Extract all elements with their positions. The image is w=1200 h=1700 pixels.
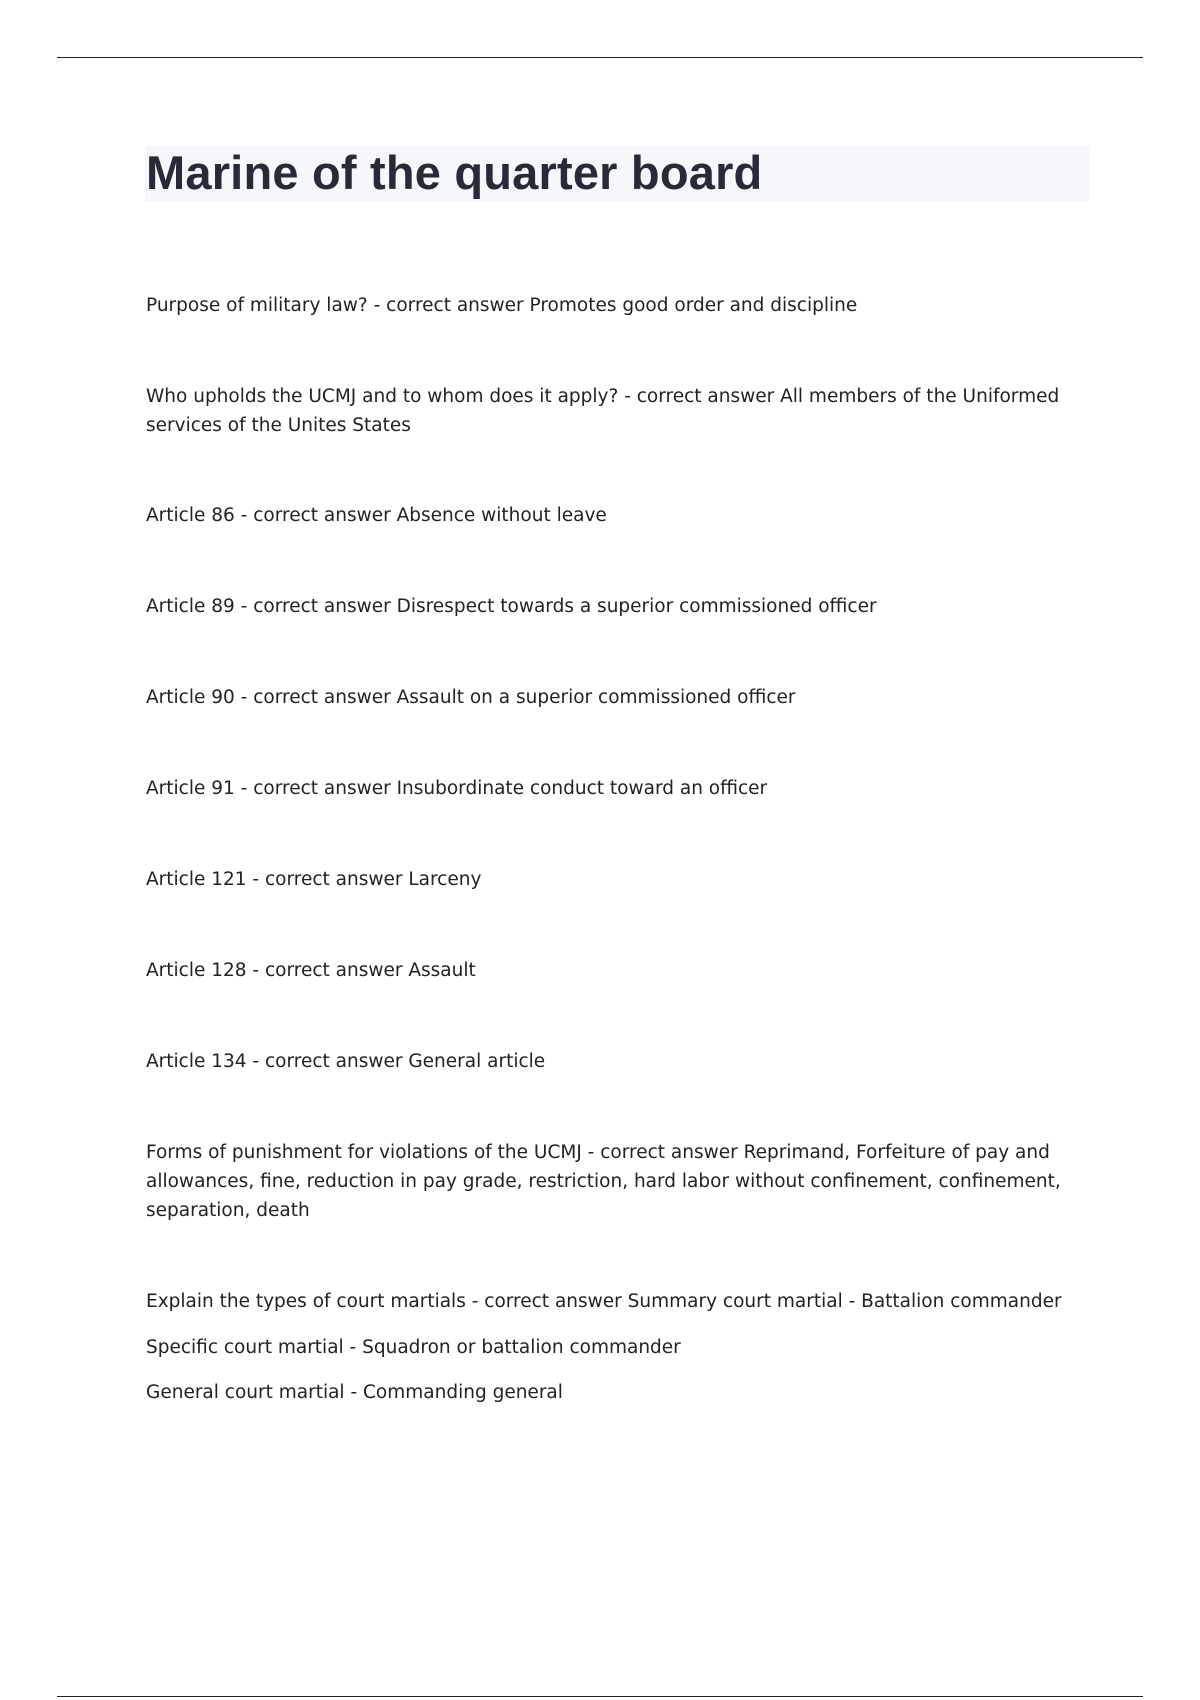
answer: Promotes good order and discipline [529,295,858,316]
flashcard-7 [146,865,1066,894]
answer: Assault [408,960,476,981]
answer: Larceny [408,869,482,890]
court-martial-line-general: General court martial - Commanding general [146,1382,563,1403]
answer-separator: - correct answer [234,687,397,708]
question: Forms of punishment for violations of the UCMJ [146,1142,582,1163]
question: Purpose of military law? [146,295,368,316]
answer: Insubordinate conduct toward an officer [396,778,768,799]
answer-separator: - correct answer [234,505,397,526]
question: Article 134 [146,1051,247,1072]
question: Article 91 [146,778,235,799]
court-martial-line-specific: Specific court martial - Squadron or battalion commander [146,1337,681,1358]
answer: Disrespect towards a superior commissioned officer [396,596,877,617]
question: Article 89 [146,596,235,617]
answer-separator: - correct answer [367,295,530,316]
flashcard-5 [146,683,1066,712]
flashcard-3 [146,501,1066,530]
answer-separator: - correct answer [234,778,397,799]
answer-separator: - correct answer [246,869,409,890]
top-rule [57,57,1143,58]
bottom-rule [57,1696,1143,1697]
flashcard-6 [146,774,1066,803]
question: Article 128 [146,960,247,981]
answer: General article [408,1051,546,1072]
question: Article 121 [146,869,247,890]
flashcard-11 [146,1287,1066,1316]
flashcard-2 [146,382,1066,440]
answer-separator: - correct answer [581,1142,744,1163]
answer: Reprimand, Forfeiture of pay and allowances, fine, reduction in pay grade, restriction, hard labor without confinement, confinement, separation, death [146,1142,1061,1221]
flashcard-9 [146,1047,1066,1076]
answer: Assault on a superior commissioned officer [396,687,796,708]
answer-separator: - correct answer [465,1291,628,1312]
document-title: Marine of the quarter board [146,146,763,199]
answer: Summary court martial - Battalion commander [627,1291,1062,1312]
answer: All members of the Uniformed services of the Unites States [146,386,1060,436]
question: Who upholds the UCMJ and to whom does it apply? [146,386,619,407]
answer-separator: - correct answer [618,386,781,407]
answer-separator: - correct answer [246,1051,409,1072]
flashcard-8 [146,956,1066,985]
answer-separator: - correct answer [234,596,397,617]
question: Article 86 [146,505,235,526]
question: Article 90 [146,687,235,708]
question: Explain the types of court martials [146,1291,466,1312]
answer: Absence without leave [396,505,607,526]
flashcard-10 [146,1138,1066,1225]
flashcard-1 [146,291,1066,320]
answer-separator: - correct answer [246,960,409,981]
flashcard-4 [146,592,1066,621]
